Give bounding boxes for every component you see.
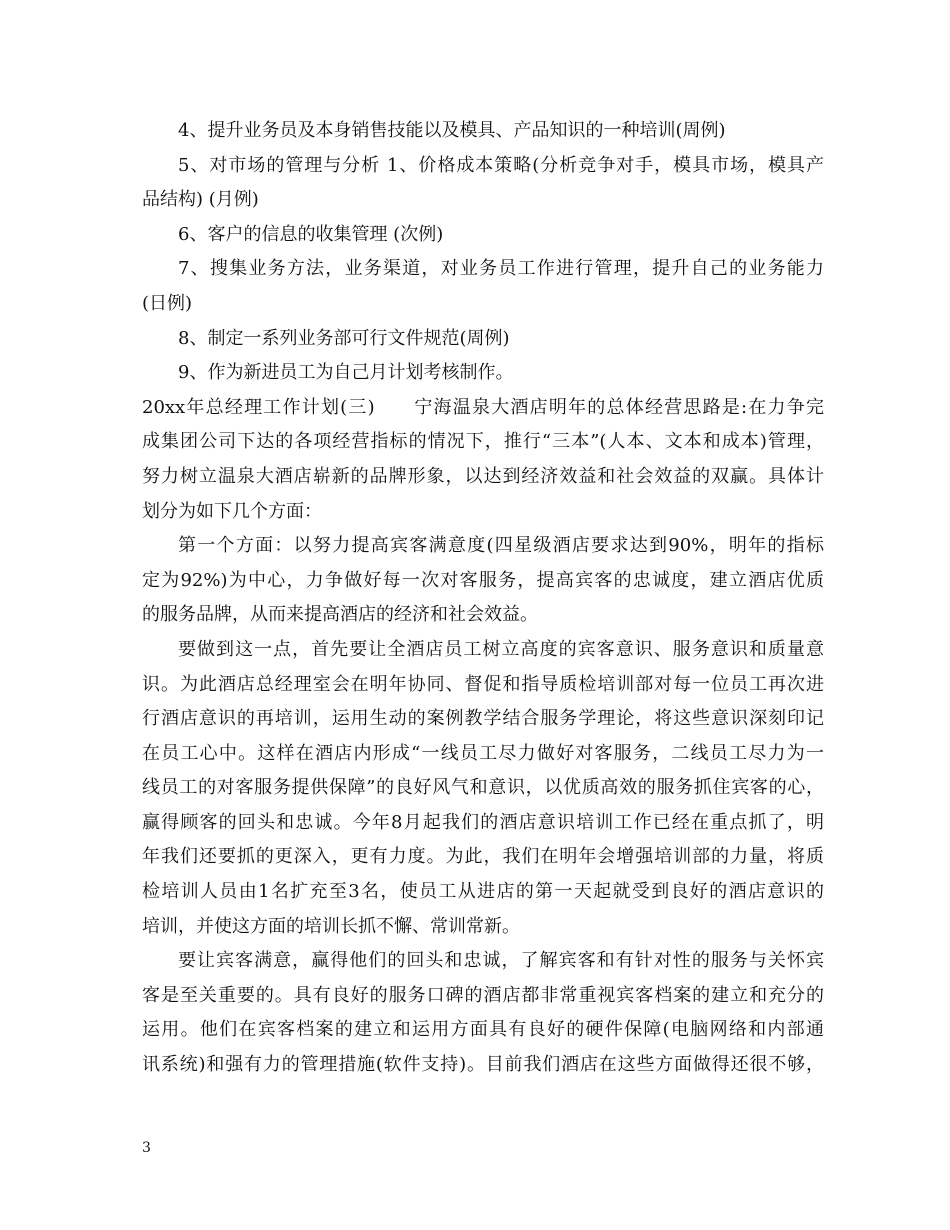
section-heading-line: 20xx年总经理工作计划(三) 宁海温泉大酒店明年的总体经营思路是:在力争完 — [142, 396, 824, 418]
document-body — [142, 114, 824, 1083]
text-line: 4、提升业务员及本身销售技能以及模具、产品知识的一种培训(周例) — [178, 120, 726, 141]
text-line: 要做到这一点，首先要让全酒店员工树立高度的宾客意识、服务意识和质量意 — [178, 638, 824, 660]
text-line: 5、对市场的管理与分析 1、价格成本策略(分析竞争对手，模具市场，模具产 — [178, 154, 824, 176]
text-line: 6、客户的信息的收集管理 (次例) — [178, 223, 444, 245]
text-line: 线员工的对客服务提供保障”的良好风气和意识，以优质高效的服务抓住宾客的心， — [142, 777, 824, 799]
text-line: 行酒店意识的再培训，运用生动的案例教学结合服务学理论，将这些意识深刻印记 — [142, 708, 824, 730]
text-line: 客是至关重要的。具有良好的服务口碑的酒店都非常重视宾客档案的建立和充分的 — [142, 984, 824, 1006]
text-line: 运用。他们在宾客档案的建立和运用方面具有良好的硬件保障(电脑网络和内部通 — [142, 1019, 824, 1041]
text-line: 努力树立温泉大酒店崭新的品牌形象，以达到经济效益和社会效益的双赢。具体计 — [142, 465, 824, 487]
text-line: 检培训人员由1名扩充至3名，使员工从进店的第一天起就受到良好的酒店意识的 — [142, 881, 824, 903]
text-line: 成集团公司下达的各项经营指标的情况下，推行“三本”(人本、文本和成本)管理， — [142, 431, 824, 453]
text-line: 在员工心中。这样在酒店内形成“一线员工尽力做好对客服务，二线员工尽力为一 — [142, 742, 824, 764]
text-line: (日例) — [142, 292, 193, 314]
text-line: 的服务品牌，从而来提高酒店的经济和社会效益。 — [142, 604, 538, 626]
text-line: 品结构) (月例) — [142, 189, 259, 211]
text-line: 识。为此酒店总经理室会在明年协同、督促和指导质检培训部对每一位员工再次进 — [142, 673, 824, 695]
text-line: 7、搜集业务方法，业务渠道，对业务员工作进行管理，提升自己的业务能力 — [178, 258, 824, 280]
text-line: 定为92%)为中心，力争做好每一次对客服务，提高宾客的忠诚度，建立酒店优质 — [142, 569, 824, 591]
text-line: 赢得顾客的回头和忠诚。今年8月起我们的酒店意识培训工作已经在重点抓了，明 — [142, 811, 824, 833]
text-line: 年我们还要抓的更深入，更有力度。为此，我们在明年会增强培训部的力量，将质 — [142, 846, 824, 868]
text-line: 8、制定一系列业务部可行文件规范(周例) — [178, 327, 510, 349]
text-line: 讯系统)和强有力的管理措施(软件支持)。目前我们酒店在这些方面做得还很不够， — [142, 1054, 824, 1076]
text-line: 9、作为新进员工为自己月计划考核制作。 — [178, 362, 514, 384]
text-line: 划分为如下几个方面： — [142, 500, 322, 522]
text-line: 培训，并使这方面的培训长抓不懈、常训常新。 — [142, 915, 520, 937]
text-line: 第一个方面：以努力提高宾客满意度(四星级酒店要求达到90%，明年的指标 — [178, 535, 824, 557]
text-line: 要让宾客满意，赢得他们的回头和忠诚，了解宾客和有针对性的服务与关怀宾 — [178, 950, 824, 972]
page-number: 3 — [142, 1140, 151, 1156]
